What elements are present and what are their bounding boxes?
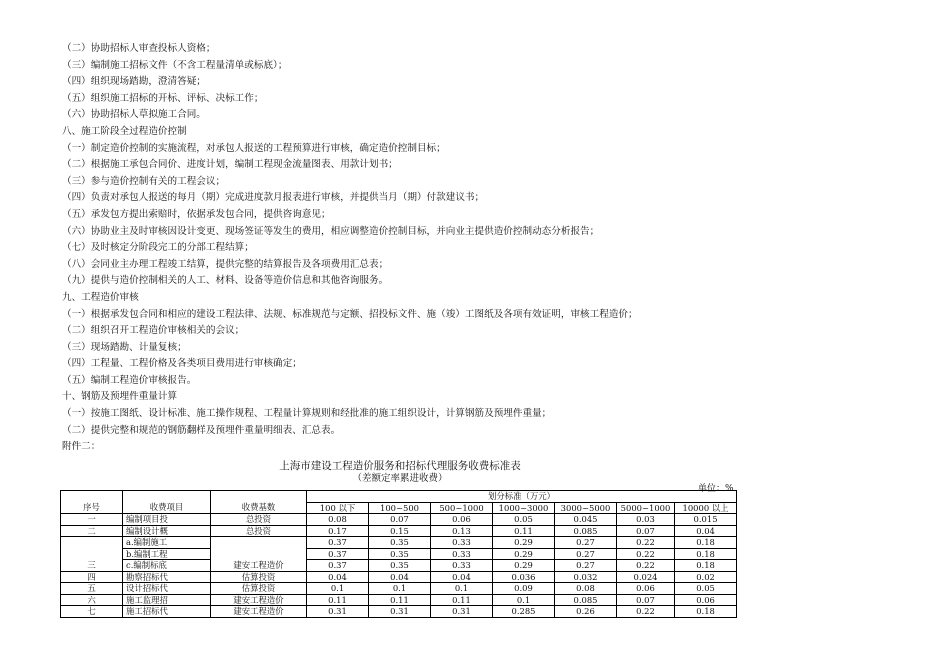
table-cell: 0.1 xyxy=(493,594,555,606)
table-cell: 0.05 xyxy=(493,514,555,526)
table-cell: 0.31 xyxy=(369,606,431,618)
table-cell: 0.024 xyxy=(617,571,675,583)
table-cell: 0.1 xyxy=(307,583,369,595)
table-cell: 0.085 xyxy=(555,525,617,537)
text-line: （八）会同业主办理工程竣工结算，提供完整的结算报告及各项费用汇总表； xyxy=(62,258,389,270)
text-line: （五）承发包方提出索赔时，依据承发包合同，提供咨询意见； xyxy=(62,208,331,220)
table-row xyxy=(61,514,737,526)
table-cell: 0.22 xyxy=(617,537,675,549)
table-cell: 0.27 xyxy=(555,548,617,560)
fee-table xyxy=(60,490,737,618)
table-cell: 0.04 xyxy=(431,571,493,583)
text-line: （九）提供与造价控制相关的人工、材料、设备等造价信息和其他咨询服务。 xyxy=(62,275,389,287)
table-title: 上海市建设工程造价服务和招标代理服务收费标准表 xyxy=(279,460,521,472)
table-cell: 0.04 xyxy=(369,571,431,583)
table-cell: 0.31 xyxy=(431,606,493,618)
table-cell: 0.27 xyxy=(555,537,617,549)
unit-label: 单位：% xyxy=(698,484,734,494)
table-cell: 0.18 xyxy=(675,548,737,560)
text-line: （六）协助业主及时审核因设计变更、现场签证等发生的费用，相应调整造价控制目标，并向业主提供造价控制动态分析报告； xyxy=(62,225,600,237)
section-heading: 八、施工阶段全过程造价控制 xyxy=(62,125,187,137)
table-cell: 0.07 xyxy=(617,525,675,537)
table-cell: 0.015 xyxy=(675,514,737,526)
document-body xyxy=(62,41,638,456)
table-cell: 0.26 xyxy=(555,606,617,618)
table-cell: 0.06 xyxy=(431,514,493,526)
header-cell: 收费基数 xyxy=(211,502,307,514)
header-cell xyxy=(211,491,307,503)
table-cell: 施工招标代 xyxy=(123,606,211,618)
table-cell: 0.11 xyxy=(307,594,369,606)
table-cell: a.编制施工 xyxy=(123,537,211,549)
header-cell: 500~1000 xyxy=(431,502,493,514)
table-cell: 0.11 xyxy=(369,594,431,606)
table-cell: 0.285 xyxy=(493,606,555,618)
table-cell: 0.29 xyxy=(493,537,555,549)
table-cell: 建安工程造价 xyxy=(211,606,307,618)
text-line: （二）组织召开工程造价审核相关的会议； xyxy=(62,325,245,337)
header-cell-group: 划分标准（万元） xyxy=(307,491,737,503)
header-cell: 5000~1000 xyxy=(617,502,675,514)
table-cell: 二 xyxy=(61,525,123,537)
table-cell: 施工监理招 xyxy=(123,594,211,606)
table-cell: 0.045 xyxy=(555,514,617,526)
table-cell: 0.18 xyxy=(675,537,737,549)
table-cell xyxy=(61,537,123,549)
header-cell: 3000~5000 xyxy=(555,502,617,514)
table-cell: 0.036 xyxy=(493,571,555,583)
header-cell: 收费项目 xyxy=(123,502,211,514)
header-cell: 序号 xyxy=(61,502,123,514)
table-cell: 0.18 xyxy=(675,560,737,572)
text-line: （一）根据承发包合同和相应的建设工程法律、法规、标准规范与定额、招投标文件、施（竣）工图纸及各项有效证明，审核工程造价； xyxy=(62,308,638,320)
text-line: （三）现场踏勘、计量复核； xyxy=(62,341,187,353)
table-cell: 0.04 xyxy=(307,571,369,583)
table-cell: b.编制工程 xyxy=(123,548,211,560)
table-cell: 0.18 xyxy=(675,606,737,618)
table-cell: 0.29 xyxy=(493,560,555,572)
table-row xyxy=(61,525,737,537)
header-cell xyxy=(61,491,123,503)
text-line: （二）根据施工承包合同价、进度计划，编制工程现金流量图表、用款计划书； xyxy=(62,159,398,171)
table-cell xyxy=(211,537,307,549)
table-cell: 0.35 xyxy=(369,560,431,572)
table-cell: 三 xyxy=(61,560,123,572)
text-line: （四）组织现场踏勘，澄清答疑； xyxy=(62,76,206,88)
section-heading: 十、钢筋及预埋件重量计算 xyxy=(62,391,178,403)
table-cell: 0.04 xyxy=(675,525,737,537)
table-cell: 0.02 xyxy=(675,571,737,583)
table-cell: 0.22 xyxy=(617,560,675,572)
table-cell: 0.33 xyxy=(431,537,493,549)
table-cell: 编制设计概 xyxy=(123,525,211,537)
table-cell: 0.09 xyxy=(493,583,555,595)
table-cell: 七 xyxy=(61,606,123,618)
table-cell: 0.032 xyxy=(555,571,617,583)
table-cell: 估算投资 xyxy=(211,571,307,583)
table-cell: 0.15 xyxy=(369,525,431,537)
table-cell: 勘察招标代 xyxy=(123,571,211,583)
text-line: （四）负责对承包人报送的每月（期）完成进度款月报表进行审核，并提供当月（期）付款建议书； xyxy=(62,192,485,204)
text-line: （一）制定造价控制的实施流程，对承包人报送的工程预算进行审核，确定造价控制目标； xyxy=(62,142,446,154)
table-cell: 0.08 xyxy=(555,583,617,595)
table-subtitle: （差额定率累进收费） xyxy=(352,473,448,484)
table-cell: 0.13 xyxy=(431,525,493,537)
table-cell xyxy=(211,548,307,560)
table-cell: 0.05 xyxy=(675,583,737,595)
table-header-row xyxy=(61,502,737,514)
table-cell: 0.1 xyxy=(369,583,431,595)
table-cell: 0.11 xyxy=(431,594,493,606)
text-line: （一）按施工图纸、设计标准、施工操作规程、工程量计算规则和经批准的施工组织设计，计算钢筋及预埋件重量； xyxy=(62,408,552,420)
table-row xyxy=(61,548,737,560)
table-cell: 总投资 xyxy=(211,525,307,537)
header-cell xyxy=(123,491,211,503)
table-cell: 四 xyxy=(61,571,123,583)
section-heading: 九、工程造价审核 xyxy=(62,291,139,303)
table-cell: 0.33 xyxy=(431,548,493,560)
table-cell: 0.37 xyxy=(307,537,369,549)
table-cell: 0.06 xyxy=(675,594,737,606)
header-cell: 10000 以上 xyxy=(675,502,737,514)
text-line: （三）编制施工招标文件（不含工程量清单或标底）； xyxy=(62,59,288,71)
text-line: （五）组织施工招标的开标、评标、决标工作； xyxy=(62,92,264,104)
table-cell: 0.17 xyxy=(307,525,369,537)
text-line: （六）协助招标人草拟施工合同。 xyxy=(62,109,206,121)
text-line: （二）协助招标人审查投标人资格； xyxy=(62,43,216,54)
table-cell: 0.08 xyxy=(307,514,369,526)
table-cell: 0.07 xyxy=(617,594,675,606)
text-line: （五）编制工程造价审核报告。 xyxy=(62,374,197,386)
text-line: （三）参与造价控制有关的工程会议； xyxy=(62,175,226,187)
table-cell: 0.37 xyxy=(307,548,369,560)
table-cell: 六 xyxy=(61,594,123,606)
table-row xyxy=(61,594,737,606)
table-row xyxy=(61,571,737,583)
table-cell: 0.35 xyxy=(369,537,431,549)
text-line: （七）及时核定分阶段完工的分部工程结算； xyxy=(62,242,254,254)
table-cell: 建安工程造价 xyxy=(211,560,307,572)
header-cell: 100~500 xyxy=(369,502,431,514)
table-cell: 建安工程造价 xyxy=(211,594,307,606)
table-cell: 0.11 xyxy=(493,525,555,537)
table-cell: 0.07 xyxy=(369,514,431,526)
table-cell: 编制项目投 xyxy=(123,514,211,526)
table-cell: 0.29 xyxy=(493,548,555,560)
table-cell: 0.1 xyxy=(431,583,493,595)
table-row xyxy=(61,560,737,572)
attachment-label: 附件二： xyxy=(62,441,101,453)
table-row xyxy=(61,606,737,618)
table-cell: 总投资 xyxy=(211,514,307,526)
table-cell: 0.085 xyxy=(555,594,617,606)
table-cell: c.编制标底 xyxy=(123,560,211,572)
table-cell: 五 xyxy=(61,583,123,595)
table-row xyxy=(61,583,737,595)
text-line: （二）提供完整和规范的钢筋翻样及预埋件重量明细表、汇总表。 xyxy=(62,424,341,436)
table-cell: 0.27 xyxy=(555,560,617,572)
table-cell: 0.03 xyxy=(617,514,675,526)
table-cell: 一 xyxy=(61,514,123,526)
table-cell xyxy=(61,548,123,560)
table-header-row xyxy=(61,491,737,503)
table-row xyxy=(61,537,737,549)
table-cell: 设计招标代 xyxy=(123,583,211,595)
table-cell: 0.31 xyxy=(307,606,369,618)
table-cell: 0.37 xyxy=(307,560,369,572)
table-cell: 0.35 xyxy=(369,548,431,560)
table-cell: 估算投资 xyxy=(211,583,307,595)
table-cell: 0.06 xyxy=(617,583,675,595)
table-cell: 0.33 xyxy=(431,560,493,572)
header-cell: 100 以下 xyxy=(307,502,369,514)
table-cell: 0.22 xyxy=(617,548,675,560)
table-cell: 0.22 xyxy=(617,606,675,618)
header-cell: 1000~3000 xyxy=(493,502,555,514)
text-line: （四）工程量、工程价格及各类项目费用进行审核确定； xyxy=(62,358,302,370)
